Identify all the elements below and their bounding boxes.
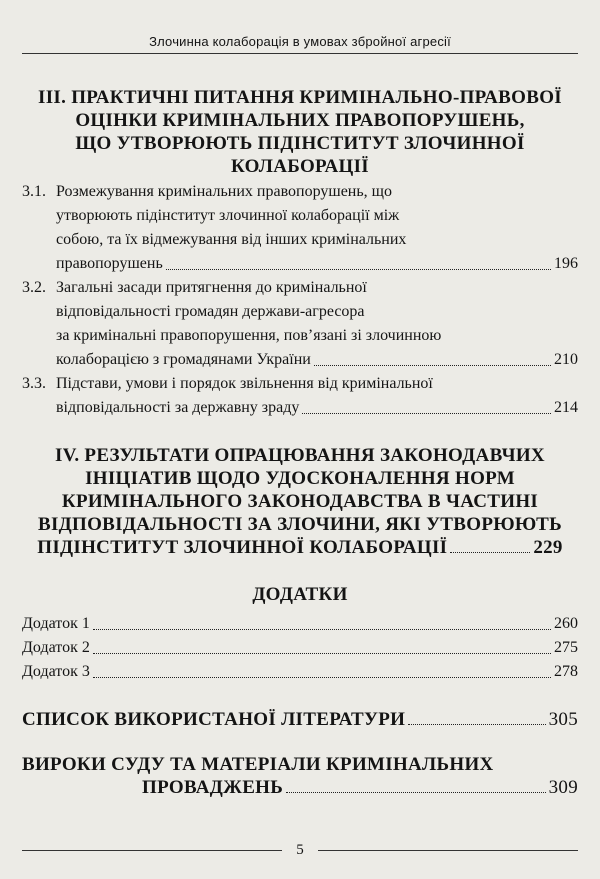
appendix-label: Додаток 1	[22, 615, 90, 632]
appendices-title: ДОДАТКИ	[252, 584, 348, 605]
page-number: 5	[296, 842, 304, 858]
appendix-entry[interactable]	[22, 636, 578, 660]
section-4-title-line: КРИМІНАЛЬНОГО ЗАКОНОДАВСТВА В ЧАСТИНІ	[61, 491, 539, 512]
section-4-title-line: IV. РЕЗУЛЬТАТИ ОПРАЦЮВАННЯ ЗАКОНОДАВЧИХ	[55, 445, 545, 466]
appendix-label: Додаток 2	[22, 639, 90, 656]
entry-text-line: собою, та їх відмежування від інших кримінальних	[56, 231, 407, 248]
leader-dots	[450, 552, 530, 553]
entry-text-line: колаборацією з громадянами України	[56, 351, 311, 368]
section-3-title-line: ОЦІНКИ КРИМІНАЛЬНИХ ПРАВОПОРУШЕНЬ,	[75, 110, 525, 131]
appendix-entry[interactable]	[22, 612, 578, 636]
page-footer	[22, 842, 578, 859]
leader-dots	[314, 365, 551, 366]
page-ref: 196	[554, 255, 578, 272]
section-4-title-line: ВІДПОВІДАЛЬНОСТІ ЗА ЗЛОЧИНИ, ЯКІ УТВОРЮЮТЬ	[37, 514, 562, 535]
entry-text-line: відповідальності за державну зраду	[56, 399, 300, 416]
page-ref: 275	[554, 639, 578, 656]
verdicts-title-line: ПРОВАДЖЕНЬ	[142, 777, 284, 798]
section-4-title-line: ПІДІНСТИТУТ ЗЛОЧИННОЇ КОЛАБОРАЦІЇ	[37, 537, 448, 558]
page-ref: 229	[533, 537, 563, 558]
appendix-entry[interactable]	[22, 660, 578, 684]
leader-dots	[302, 413, 551, 414]
table-of-contents	[22, 86, 578, 799]
page-ref: 214	[554, 399, 578, 416]
section-3-title-line: ЩО УТВОРЮЮТЬ ПІДІНСТИТУТ ЗЛОЧИННОЇ	[75, 133, 525, 154]
leader-dots	[166, 269, 551, 270]
leader-dots	[93, 677, 551, 678]
leader-dots	[408, 724, 545, 725]
toc-entry-3-3[interactable]	[22, 372, 578, 420]
section-3-title-line: КОЛАБОРАЦІЇ	[231, 156, 369, 177]
verdicts-entry[interactable]	[22, 753, 578, 799]
leader-dots	[286, 792, 545, 793]
leader-dots	[93, 629, 551, 630]
section-3-title-line: ІІІ. ПРАКТИЧНІ ПИТАННЯ КРИМІНАЛЬНО-ПРАВОВОЇ	[38, 87, 562, 108]
entry-text-line: правопорушень	[56, 255, 163, 272]
page-ref: 278	[554, 663, 578, 680]
entry-text-line: утворюють підінститут злочинної колаборації між	[56, 207, 400, 224]
section-3-title	[22, 86, 578, 178]
section-4-title-line: ІНІЦІАТИВ ЩОДО УДОСКОНАЛЕННЯ НОРМ	[85, 468, 515, 489]
appendix-label: Додаток 3	[22, 663, 90, 680]
page-ref: 260	[554, 615, 578, 632]
footer-rule-left	[22, 850, 282, 851]
footer-rule-right	[318, 850, 578, 851]
page-ref: 309	[548, 777, 578, 798]
page-ref: 210	[554, 351, 578, 368]
entry-text-line: відповідальності громадян держави-агресора	[56, 303, 365, 320]
section-4-entry[interactable]	[22, 444, 578, 559]
toc-entry-3-1[interactable]	[22, 180, 578, 276]
entry-text-line: Загальні засади притягнення до кримінальної	[56, 279, 367, 296]
entry-text-line: Розмежування кримінальних правопорушень, що	[56, 183, 392, 200]
entry-text-line: Підстави, умови і порядок звільнення від кримінальної	[56, 375, 433, 392]
entry-text-line: за кримінальні правопорушення, пов’язані зі злочинною	[56, 327, 442, 344]
entry-number: 3.1.	[22, 183, 46, 200]
references-label: СПИСОК ВИКОРИСТАНОЇ ЛІТЕРАТУРИ	[22, 709, 406, 730]
verdicts-title-line: ВИРОКИ СУДУ ТА МАТЕРІАЛИ КРИМІНАЛЬНИХ	[22, 754, 494, 775]
leader-dots	[93, 653, 551, 654]
page-ref: 305	[548, 709, 578, 730]
references-entry[interactable]	[22, 708, 578, 731]
running-header: Злочинна колаборація в умовах збройної агресії	[22, 34, 578, 54]
entry-number: 3.2.	[22, 279, 46, 296]
entry-number: 3.3.	[22, 375, 46, 392]
toc-entry-3-2[interactable]	[22, 276, 578, 372]
